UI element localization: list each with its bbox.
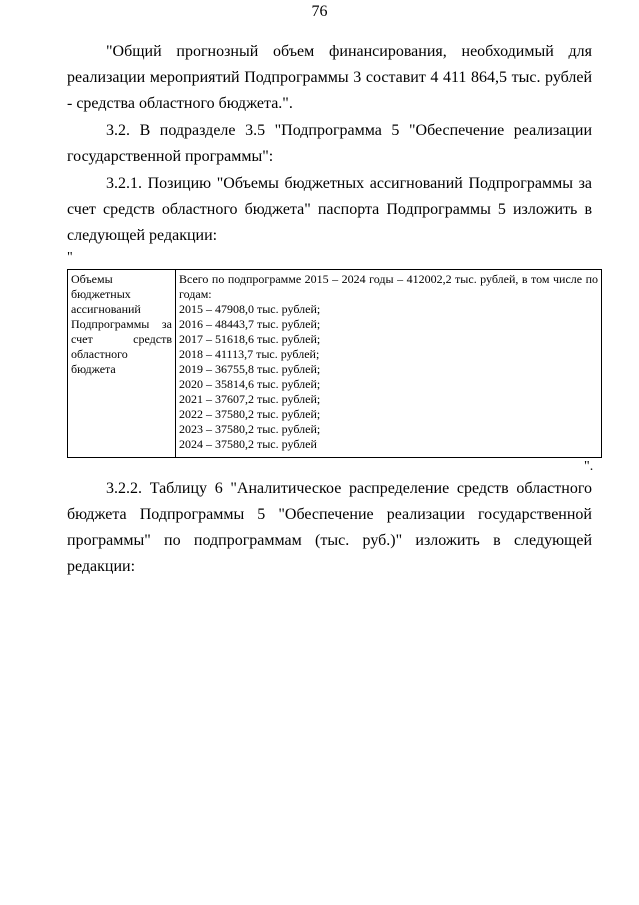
- paragraph-financing: "Общий прогнозный объем финансирования, необходимый для реализации мероприятий Подпрограммы 3 составит 4 411 864,5 тыс. рублей - средства областного бюджета.".: [67, 43, 592, 112]
- paragraph-3-2: 3.2. В подразделе 3.5 "Подпрограмма 5 "Обеспечение реализации государственной программы":: [67, 122, 592, 165]
- year-line: 2021 – 37607,2 тыс. рублей;: [179, 392, 321, 406]
- quote-close: ".: [584, 459, 594, 474]
- total-line: Всего по подпрограмме 2015 – 2024 годы – 412002,2 тыс. рублей, в том числе по годам:: [179, 272, 598, 301]
- year-line: 2017 – 51618,6 тыс. рублей;: [179, 332, 321, 346]
- page-number: 76: [311, 3, 328, 20]
- year-line: 2015 – 47908,0 тыс. рублей;: [179, 302, 321, 316]
- year-line: 2016 – 48443,7 тыс. рублей;: [179, 317, 321, 331]
- year-line: 2024 – 37580,2 тыс. рублей: [179, 437, 317, 451]
- paragraph-3-2-1: 3.2.1. Позицию "Объемы бюджетных ассигнований Подпрограммы за счет средств областного бюджета" паспорта Подпрограммы 5 изложить в следующей редакции:: [67, 175, 592, 244]
- passport-table: [67, 269, 602, 458]
- year-line: 2020 – 35814,6 тыс. рублей;: [179, 377, 321, 391]
- year-line: 2023 – 37580,2 тыс. рублей;: [179, 422, 321, 436]
- year-line: 2022 – 37580,2 тыс. рублей;: [179, 407, 321, 421]
- quote-open: ": [67, 250, 73, 265]
- year-line: 2019 – 36755,8 тыс. рублей;: [179, 362, 321, 376]
- value-cell: [176, 270, 602, 458]
- year-line: 2018 – 41113,7 тыс. рублей;: [179, 347, 320, 361]
- table-row: [68, 270, 602, 458]
- label-cell: Объемы бюджетных ассигнований Подпрограммы за счет средств областного бюджета: [68, 270, 176, 458]
- paragraph-3-2-2: 3.2.2. Таблицу 6 "Аналитическое распределение средств областного бюджета Подпрограммы 5 "Обеспечение реализации государственной программы" по подпрограммам (тыс. руб.)" изложить в следующей редакции:: [67, 480, 592, 575]
